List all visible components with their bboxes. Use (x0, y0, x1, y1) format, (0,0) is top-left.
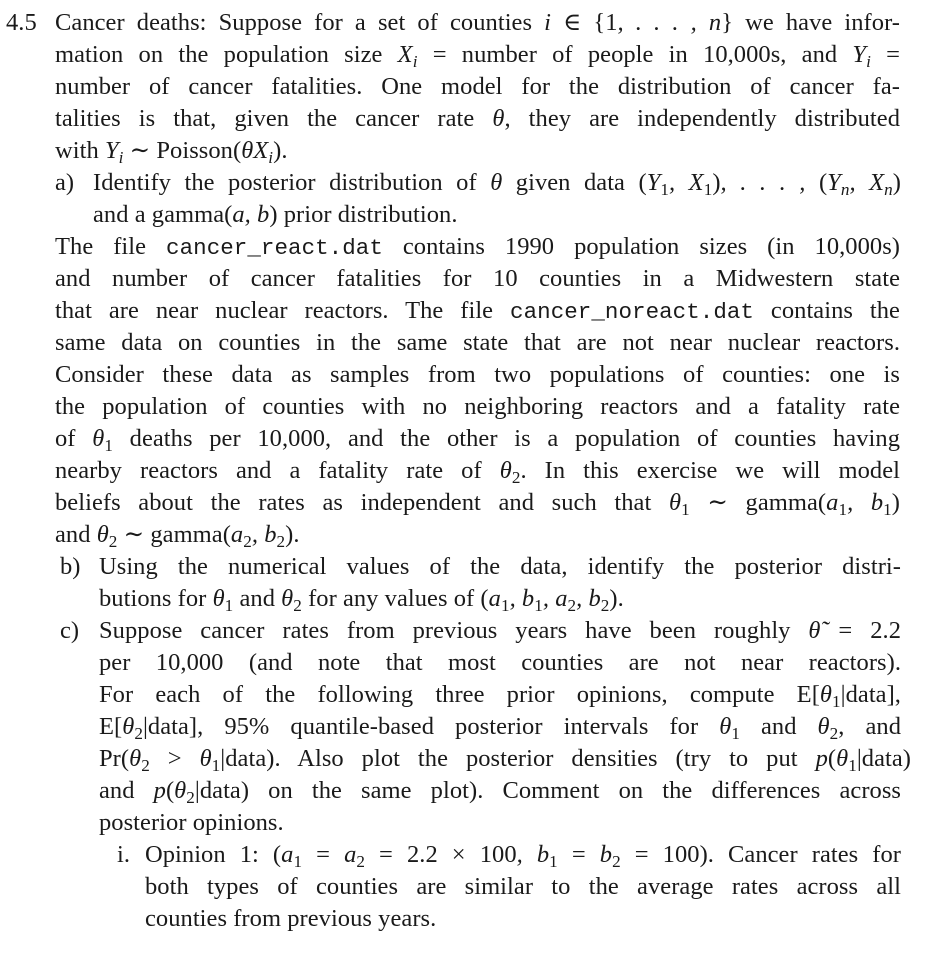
part-b-line-1: Using the numerical values of the data, identify the posterior distri- (99, 553, 901, 580)
file-name-react: cancer_react.dat (166, 235, 383, 261)
data-line-2: and number of cancer fatalities for 10 counties in a Midwestern state (55, 265, 900, 292)
part-a-line-2: and a gamma(a, b) prior distribution. (93, 201, 458, 228)
part-a-label: a) (55, 169, 75, 196)
intro-line-2: mation on the population size $X_i$ = number of people in 10,000s, and $Y_i$ = (55, 41, 900, 71)
intro-line-5: with $Y_i$ ∼ $Poisson(\theta X_i)$. (55, 137, 288, 167)
data-line-7: of $\theta_1$ deaths per 10,000, and the other is a population of counties having (55, 425, 900, 455)
part-c-label: c) (60, 617, 80, 644)
part-c-line-7: posterior opinions. (99, 809, 284, 836)
part-c-line-2: per 10,000 (and note that most counties are not near reactors). (99, 649, 901, 676)
intro-line-1: Cancer deaths: Suppose for a set of counties i ∈ {1, . . . , n} we have infor- (55, 9, 900, 36)
part-c-line-5: $Pr(\theta_2$ > $\theta_1|data$). Also plot the posterior densities (try to put $p(\theta_1|data)$ (99, 745, 911, 775)
part-b-label: b) (60, 553, 81, 580)
part-c-line-3: For each of the following three prior opinions, compute $E[\theta_1|data]$, (99, 681, 901, 711)
data-line-9: beliefs about the rates as independent and such that $\theta_1$ ∼ $gamma(a_1$, $b_1$) (55, 489, 901, 519)
data-line-6: the population of counties with no neighboring reactors and a fatality rate (55, 393, 900, 420)
file-name-noreact: cancer_noreact.dat (510, 299, 754, 325)
part-c-line-6: and $p(\theta_2|data)$ on the same plot). Comment on the differences across (99, 777, 902, 807)
opinion-1-line-2: both types of counties are similar to the average rates across all (145, 873, 901, 900)
intro-line-4: talities is that, given the cancer rate θ, they are independently distributed (55, 105, 900, 132)
intro-line-3: number of cancer fatalities. One model for the distribution of cancer fa- (55, 73, 900, 100)
cropped-previous-line (60, 0, 300, 4)
opinion-1-label: i. (117, 841, 131, 868)
problem-heading: Cancer deaths: (55, 9, 207, 36)
opinion-1-line-3: counties from previous years. (145, 905, 437, 932)
part-c-line-1: Suppose cancer rates from previous years have been roughly θ̃ = 2.2 (99, 617, 901, 644)
data-line-5: Consider these data as samples from two populations of counties: one is (55, 361, 900, 388)
data-line-8: nearby reactors and a fatality rate of $\theta_2$. In this exercise we will model (55, 457, 900, 487)
part-c-line-4: $E[\theta_2|data]$, 95% quantile-based posterior intervals for $\theta_1$ and $\theta_2$, and (99, 713, 902, 743)
data-line-4: same data on counties in the same state that are not near nuclear reactors. (55, 329, 900, 356)
opinion-1-line-1: Opinion 1: ($a_1 = a_2 = 2.2 \times 100$, $b_1 = b_2 = 100$). Cancer rates for (145, 841, 902, 871)
data-line-3: that are near nuclear reactors. The file cancer_noreact.dat contains the (55, 297, 900, 325)
part-b-line-2: butions for $\theta_1$ and $\theta_2$ for any values of ($a_1$, $b_1$, $a_2$, $b_2$). (99, 585, 624, 615)
data-line-1: The file cancer_react.dat contains 1990 population sizes (in 10,000s) (55, 233, 900, 261)
part-a-line-1: Identify the posterior distribution of θ given data ($Y_1$, $X_1$), . . . , ($Y_n$, $X_n$) (93, 169, 902, 199)
problem-number: 4.5 (6, 9, 37, 36)
data-line-10: and $\theta_2$ ∼ $gamma(a_2$, $b_2$). (55, 521, 300, 551)
